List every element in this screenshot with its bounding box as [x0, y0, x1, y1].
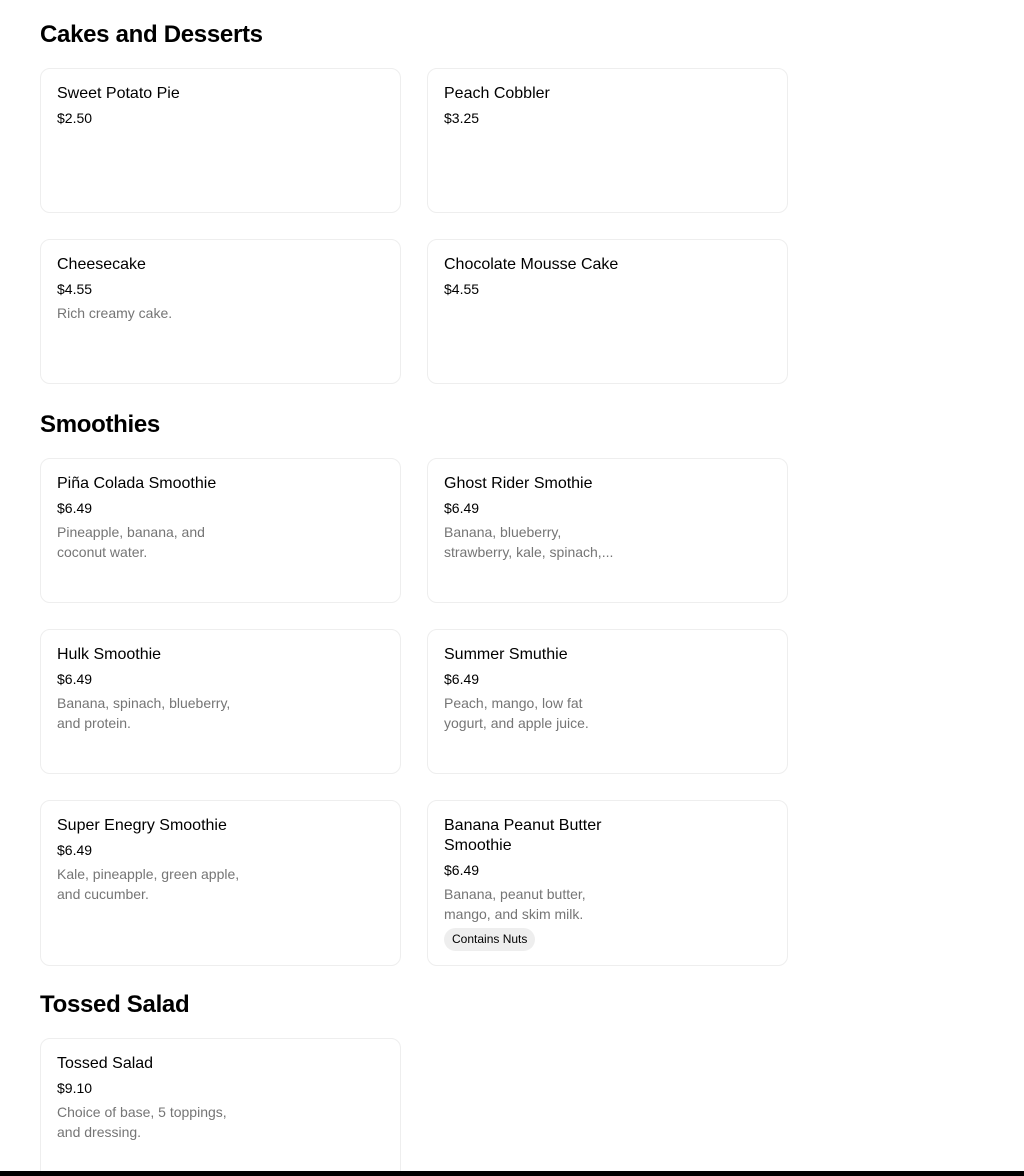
menu-item-card[interactable] [40, 458, 401, 603]
item-description: Kale, pineapple, green apple, and cucumber. [57, 866, 240, 902]
item-price: $6.49 [57, 500, 93, 516]
item-price: $6.49 [444, 862, 480, 878]
item-name: Super Enegry Smoothie [57, 817, 227, 834]
item-name: Tossed Salad [57, 1055, 154, 1072]
menu-item-card[interactable] [427, 239, 788, 384]
menu-item-card[interactable] [40, 239, 401, 384]
item-price: $6.49 [444, 500, 480, 516]
contains-nuts-badge: Contains Nuts [444, 928, 535, 951]
item-name: Cheesecake [57, 256, 146, 273]
item-name: Chocolate Mousse Cake [444, 256, 619, 273]
section-title: Smoothies [40, 411, 160, 438]
item-description: Banana, spinach, blueberry, and protein. [57, 695, 231, 731]
item-description: Rich creamy cake. [57, 305, 173, 321]
menu-item-card[interactable] [427, 800, 788, 966]
item-price: $6.49 [444, 671, 480, 687]
item-name: Sweet Potato Pie [57, 85, 180, 102]
item-name: Hulk Smoothie [57, 646, 162, 663]
item-description: Banana, blueberry, strawberry, kale, spinach,... [444, 524, 614, 560]
section-title: Tossed Salad [40, 991, 190, 1018]
item-name: Ghost Rider Smothie [444, 475, 593, 492]
menu-item-card[interactable] [40, 1038, 401, 1176]
menu-item-card[interactable] [427, 68, 788, 213]
item-description: Banana, peanut butter, mango, and skim milk. [444, 886, 586, 922]
item-description: Choice of base, 5 toppings, and dressing. [57, 1104, 227, 1140]
menu-item-card[interactable] [40, 629, 401, 774]
item-name: Summer Smuthie [444, 646, 568, 663]
item-price: $4.55 [444, 281, 480, 297]
item-price: $6.49 [57, 842, 93, 858]
menu-item-card[interactable] [40, 800, 401, 966]
bottom-bar [0, 1171, 1024, 1176]
item-description: Pineapple, banana, and coconut water. [57, 524, 205, 560]
item-description: Peach, mango, low fat yogurt, and apple juice. [444, 695, 589, 731]
item-price: $3.25 [444, 110, 480, 126]
item-price: $6.49 [57, 671, 93, 687]
menu-item-card[interactable] [427, 629, 788, 774]
section-title: Cakes and Desserts [40, 21, 263, 48]
menu-item-card[interactable] [40, 68, 401, 213]
item-price: $9.10 [57, 1080, 93, 1096]
item-price: $2.50 [57, 110, 93, 126]
item-price: $4.55 [57, 281, 93, 297]
item-name: Piña Colada Smoothie [57, 475, 217, 492]
item-name: Banana Peanut Butter Smoothie [444, 817, 602, 854]
menu-item-card[interactable] [427, 458, 788, 603]
item-name: Peach Cobbler [444, 85, 550, 102]
